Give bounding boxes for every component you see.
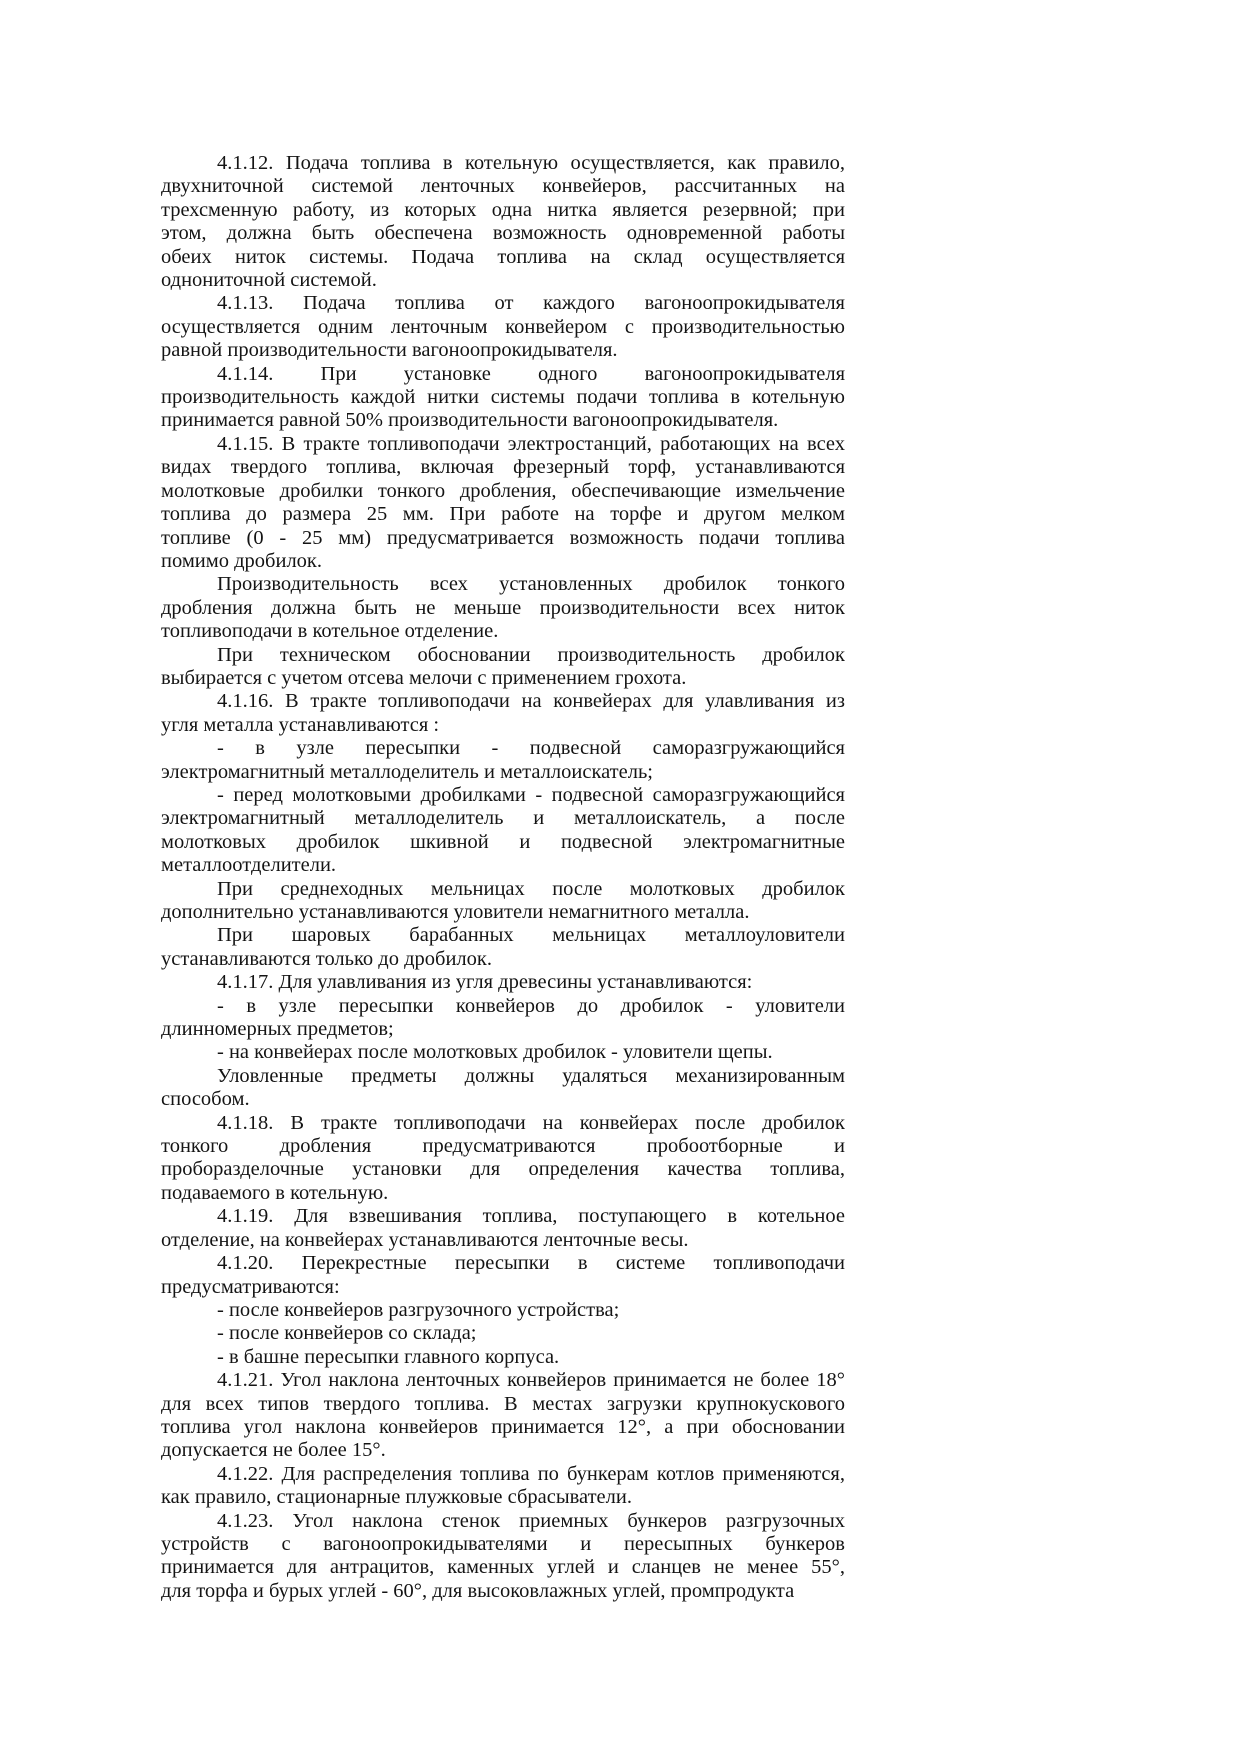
text-line: - в башне пересыпки главного корпуса. [217, 1345, 560, 1368]
paragraph [161, 1252, 845, 1299]
text-line: как правило, стационарные плужковые сбрасыватели. [161, 1486, 632, 1509]
text-line: топливе (0 - 25 мм) предусматривается возможность подачи топлива [161, 526, 845, 549]
text-line: молотковые дробилки тонкого дробления, обеспечивающие измельчение [161, 479, 845, 502]
paragraph [161, 433, 845, 573]
text-line: При техническом обосновании производительность дробилок [217, 643, 845, 666]
paragraph [161, 1510, 845, 1604]
text-line: 4.1.23. Угол наклона стенок приемных бункеров разгрузочных [217, 1509, 845, 1532]
paragraph [161, 1205, 845, 1252]
text-line: - в узле пересыпки конвейеров до дробилок - уловители [217, 994, 845, 1017]
text-block [161, 152, 845, 1603]
paragraph [161, 924, 845, 971]
text-line: - на конвейерах после молотковых дробилок - уловители щепы. [217, 1041, 773, 1064]
paragraph [161, 971, 845, 994]
text-line: для торфа и бурых углей - 60°, для высоковлажных углей, промпродукта [161, 1579, 795, 1602]
text-line: подаваемого в котельную. [161, 1181, 389, 1204]
text-line: 4.1.22. Для распределения топлива по бункерам котлов применяются, [217, 1462, 845, 1485]
text-line: дробления должна быть не меньше производительности всех ниток [161, 596, 845, 619]
text-line: дополнительно устанавливаются уловители немагнитного металла. [161, 901, 750, 923]
text-line: производительность каждой нитки системы подачи топлива в котельную [161, 386, 845, 409]
text-line: металлоотделители. [161, 854, 337, 877]
text-line: электромагнитный металлоделитель и металлоискатель, а после [161, 807, 845, 830]
paragraph [161, 1065, 845, 1112]
paragraph [161, 784, 845, 878]
text-line: видах твердого топлива, включая фрезерный торф, устанавливаются [161, 456, 845, 479]
paragraph [161, 644, 845, 691]
paragraph [161, 363, 845, 433]
text-line: принимается равной 50% производительности вагоноопрокидывателя. [161, 409, 779, 432]
text-line: молотковых дробилок шкивной и подвесной электромагнитные [161, 830, 845, 853]
paragraph [161, 1463, 845, 1510]
text-line: тонкого дробления предусматриваются пробоотборные и [161, 1135, 845, 1158]
text-line: - после конвейеров разгрузочного устройства; [217, 1298, 620, 1321]
text-line: предусматриваются: [161, 1275, 340, 1298]
text-line: При шаровых барабанных мельницах металлоуловители [217, 924, 845, 947]
text-line: топлива до размера 25 мм. При работе на торфе и другом мелком [161, 503, 845, 526]
text-line: трехсменную работу, из которых одна нитка является резервной; при [161, 198, 845, 221]
paragraph [161, 1041, 845, 1064]
text-line: электромагнитный металлоделитель и металлоискатель; [161, 760, 653, 783]
text-line: При среднеходных мельницах после молотковых дробилок [217, 877, 845, 900]
text-line: - после конвейеров со склада; [217, 1322, 477, 1345]
text-line: 4.1.21. Угол наклона ленточных конвейеров принимается не более 18° [217, 1369, 845, 1392]
text-line: выбирается с учетом отсева мелочи с применением грохота. [161, 666, 687, 689]
text-line: топливоподачи в котельное отделение. [161, 620, 499, 643]
text-line: однониточной системой. [161, 269, 377, 292]
paragraph [161, 292, 845, 362]
text-line: этом, должна быть обеспечена возможность одновременной работы [161, 222, 845, 245]
text-line: устройств с вагоноопрокидывателями и пересыпных бункеров [161, 1532, 845, 1555]
text-line: - перед молотковыми дробилками - подвесной саморазгружающийся [217, 783, 845, 806]
text-line: угля металла устанавливаются : [161, 713, 440, 736]
paragraph [161, 737, 845, 784]
text-line: Уловленные предметы должны удаляться механизированным [217, 1064, 845, 1087]
text-line: допускается не более 15°. [161, 1439, 386, 1462]
paragraph [161, 1299, 845, 1322]
paragraph [161, 1112, 845, 1206]
text-line: 4.1.18. В тракте топливоподачи на конвейерах после дробилок [217, 1111, 845, 1134]
text-line: 4.1.13. Подача топлива от каждого вагоноопрокидывателя [217, 292, 845, 315]
text-line: двухниточной системой ленточных конвейеров, рассчитанных на [161, 175, 845, 198]
text-line: 4.1.20. Перекрестные пересыпки в системе топливоподачи [217, 1252, 845, 1275]
text-line: 4.1.19. Для взвешивания топлива, поступающего в котельное [217, 1205, 845, 1228]
text-line: осуществляется одним ленточным конвейером с производительностью [161, 315, 845, 338]
paragraph [161, 1369, 845, 1463]
paragraph [161, 152, 845, 292]
text-line: Производительность всех установленных дробилок тонкого [217, 573, 845, 596]
text-line: обеих ниток системы. Подача топлива на склад осуществляется [161, 245, 845, 268]
text-line: 4.1.14. При установке одного вагоноопрокидывателя [217, 362, 845, 385]
text-line: отделение, на конвейерах устанавливаются ленточные весы. [161, 1228, 689, 1251]
text-line: топлива угол наклона конвейеров принимается 12°, а при обосновании [161, 1415, 845, 1438]
text-line: проборазделочные установки для определения качества топлива, [161, 1158, 845, 1181]
paragraph [161, 573, 845, 643]
paragraph [161, 1322, 845, 1345]
paragraph [161, 690, 845, 737]
text-line: способом. [161, 1088, 250, 1111]
paragraph [161, 878, 845, 925]
text-line: 4.1.15. В тракте топливоподачи электростанций, работающих на всех [217, 432, 845, 455]
text-line: 4.1.16. В тракте топливоподачи на конвейерах для улавливания из [217, 690, 845, 713]
paragraph [161, 995, 845, 1042]
text-line: для всех типов твердого топлива. В местах загрузки крупнокускового [161, 1392, 845, 1415]
text-line: помимо дробилок. [161, 549, 323, 572]
text-line: устанавливаются только до дробилок. [161, 947, 492, 970]
text-line: 4.1.12. Подача топлива в котельную осуществляется, как правило, [217, 152, 845, 174]
paragraph [161, 1346, 845, 1369]
text-line: 4.1.17. Для улавливания из угля древесины устанавливаются: [217, 971, 753, 994]
text-line: равной производительности вагоноопрокидывателя. [161, 339, 618, 362]
text-line: - в узле пересыпки - подвесной саморазгружающийся [217, 737, 845, 760]
text-line: принимается для антрацитов, каменных углей и сланцев не менее 55°, [161, 1556, 845, 1579]
text-line: длинномерных предметов; [161, 1018, 394, 1041]
